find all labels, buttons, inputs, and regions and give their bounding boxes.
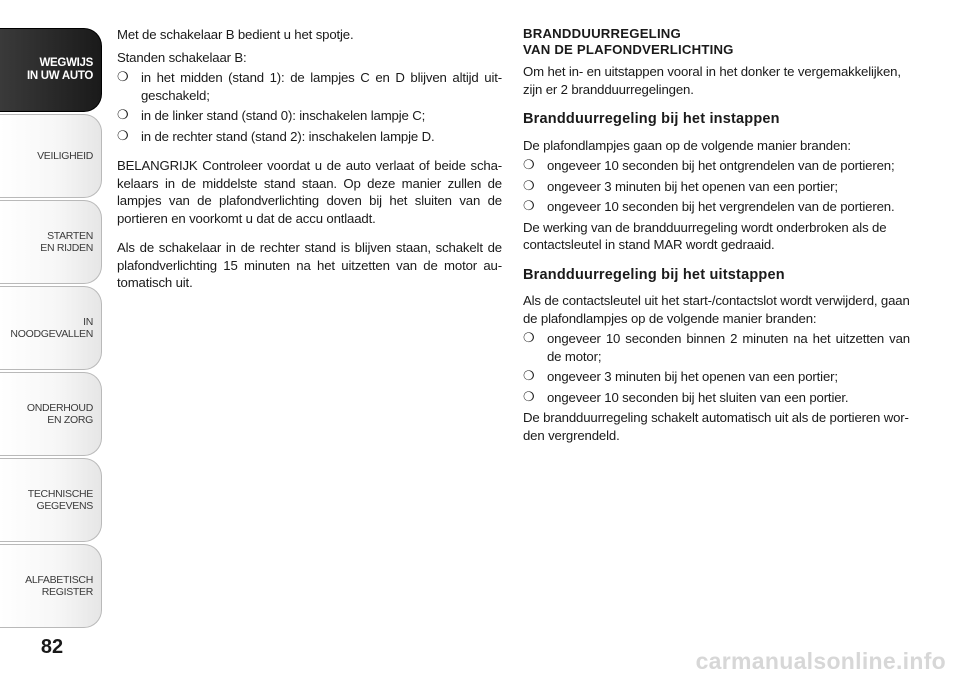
- chapter-sidebar: [0, 0, 104, 677]
- list-item-text: ongeveer 10 seconden bij het ontgrendelen van de portieren;: [547, 158, 895, 173]
- list-item: [523, 157, 910, 175]
- instappen-intro: De plafondlampjes gaan op de volgende manier branden:: [523, 137, 851, 153]
- watermark: carmanualsonline.info: [695, 648, 946, 674]
- list-item-text: ongeveer 10 seconden bij het vergrendelen van de portieren.: [547, 199, 895, 214]
- list-item-text: in de linker stand (stand 0): inschakelen lampje C;: [141, 108, 426, 123]
- bullet-icon: ❍: [523, 178, 535, 194]
- page-number: 82: [40, 636, 64, 658]
- list-item: [523, 178, 910, 196]
- important-note: BELANGRIJK Controleer voordat u de auto verlaat of beide scha-kelaars in de middelste stand staan. Op deze manier zullen de lampjes van de plafondverlichting doven bij het sluiten van de portieren en voorkomt u dat de accu ontlaadt.: [117, 158, 502, 226]
- list-item-text: in het midden (stand 1): de lampjes C en D blijven altijd uit-geschakeld;: [141, 70, 502, 103]
- list-item-text: ongeveer 3 minuten bij het openen van een portier;: [547, 178, 838, 194]
- tab-technische-gegevens[interactable]: TECHNISCHE GEGEVENS: [0, 458, 102, 542]
- list-item: [523, 330, 910, 365]
- uitstappen-list: [523, 330, 910, 406]
- switch-b-intro: Met de schakelaar B bedient u het spotje.: [117, 27, 354, 42]
- bullet-icon: ❍: [117, 70, 129, 85]
- list-item: [117, 107, 502, 125]
- auto-off-note: Als de schakelaar in de rechter stand is blijven staan, schakelt de plafondverlichting 15 minuten na het uitzetten van de motor au-tomatisch uit.: [117, 240, 502, 290]
- bullet-icon: ❍: [117, 128, 129, 144]
- section-intro: Om het in- en uitstappen vooral in het donker te vergemakkelijken, zijn er 2 brandduurregelingen.: [523, 64, 901, 97]
- left-column: [117, 26, 502, 292]
- bullet-icon: ❍: [523, 331, 535, 346]
- switch-positions-list: [117, 69, 502, 145]
- bullet-icon: ❍: [523, 369, 535, 384]
- list-item: [117, 69, 502, 104]
- list-item-text: in de rechter stand (stand 2): inschakelen lampje D.: [141, 128, 435, 144]
- section-heading-line2: VAN DE PLAFONDVERLICHTING: [523, 42, 734, 57]
- bullet-icon: ❍: [523, 199, 535, 214]
- uitstappen-intro: Als de contactsleutel uit het start-/contactslot wordt verwijderd, gaan de plafondlampjes op de volgende manier branden:: [523, 293, 910, 326]
- tab-wegwijs[interactable]: WEGWIJS IN UW AUTO: [0, 28, 102, 112]
- list-item-text: ongeveer 3 minuten bij het openen van een portier;: [547, 369, 838, 384]
- tab-alfabetisch-register[interactable]: ALFABETISCH REGISTER: [0, 544, 102, 628]
- list-item-text: ongeveer 10 seconden bij het sluiten van een portier.: [547, 389, 849, 405]
- section-heading-line1: BRANDDUURREGELING: [523, 26, 681, 41]
- list-item: [117, 128, 502, 146]
- list-item: [523, 389, 910, 407]
- tab-veiligheid[interactable]: VEILIGHEID: [0, 114, 102, 198]
- list-item: [523, 368, 910, 386]
- subheading-instappen: Brandduurregeling bij het instappen: [523, 111, 780, 127]
- subheading-uitstappen: Brandduurregeling bij het uitstappen: [523, 266, 785, 283]
- list-item: [523, 198, 910, 216]
- instappen-list: [523, 157, 910, 216]
- tab-onderhoud-en-zorg[interactable]: ONDERHOUD EN ZORG: [0, 372, 102, 456]
- list-item-text: ongeveer 10 seconden binnen 2 minuten na het uitzetten van de motor;: [547, 331, 910, 364]
- bullet-icon: ❍: [117, 108, 129, 123]
- tab-starten-en-rijden[interactable]: STARTEN EN RIJDEN: [0, 200, 102, 284]
- right-column: [523, 26, 910, 444]
- bullet-icon: ❍: [523, 158, 535, 173]
- tab-in-noodgevallen[interactable]: IN NOODGEVALLEN: [0, 286, 102, 370]
- instappen-note: De werking van de brandduurregeling wordt onderbroken als de contactsleutel in stand MAR wordt gedraaid.: [523, 219, 887, 252]
- uitstappen-note: De brandduurregeling schakelt automatisch uit als de portieren wor-den vergrendeld.: [523, 410, 909, 443]
- switch-b-positions-label: Standen schakelaar B:: [117, 49, 247, 65]
- section-heading: [523, 26, 910, 58]
- bullet-icon: ❍: [523, 389, 535, 405]
